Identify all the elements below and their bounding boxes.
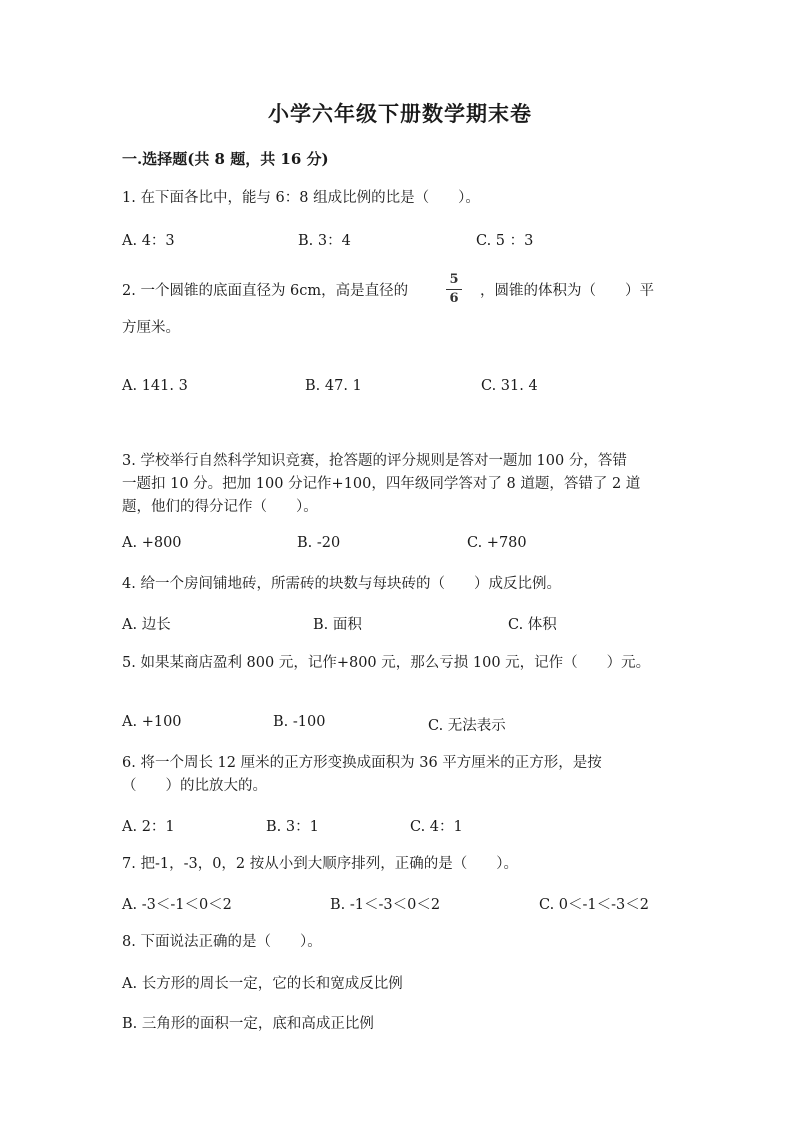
question-6-line2: （ ）的比放大的。 — [122, 778, 267, 794]
q3-option-b: B. -20 — [297, 535, 341, 551]
question-3-line1: 3. 学校举行自然科学知识竞赛，抢答题的评分规则是答对一题加 100 分，答错 — [122, 453, 627, 469]
question-2-line2: 方厘米。 — [122, 320, 180, 336]
question-2-continued: ，圆锥的体积为（ ）平 — [480, 283, 654, 299]
q4-option-c: C. 体积 — [508, 617, 557, 633]
q5-option-b: B. -100 — [273, 714, 326, 730]
question-2: 2. 一个圆锥的底面直径为 6cm，高是直径的 — [122, 283, 409, 299]
q2-option-a: A. 141. 3 — [122, 378, 188, 394]
q1-option-b: B. 3：4 — [298, 233, 351, 249]
fraction-numerator: 5 — [449, 272, 459, 287]
q6-option-c: C. 4：1 — [410, 819, 463, 835]
section-heading: 一.选择题(共 8 题，共 16 分) — [122, 150, 329, 168]
q4-option-a: A. 边长 — [122, 617, 171, 633]
question-3-line2: 一题扣 10 分。把加 100 分记作+100，四年级同学答对了 8 道题，答错了 2 道 — [122, 476, 641, 492]
question-3-line3: 题，他们的得分记作（ ）。 — [122, 499, 318, 515]
q5-option-a: A. +100 — [122, 714, 182, 730]
q2-option-c: C. 31. 4 — [481, 378, 538, 394]
q6-option-a: A. 2：1 — [122, 819, 175, 835]
q8-option-a: A. 长方形的周长一定，它的长和宽成反比例 — [122, 976, 403, 992]
q7-option-a: A. -3＜-1＜0＜2 — [122, 897, 232, 913]
q3-option-c: C. +780 — [467, 535, 527, 551]
question-5: 5. 如果某商店盈利 800 元，记作+800 元，那么亏损 100 元，记作（ ）元。 — [122, 655, 651, 671]
q1-option-a: A. 4：3 — [122, 233, 175, 249]
q2-option-b: B. 47. 1 — [305, 378, 362, 394]
fraction-denominator: 6 — [449, 291, 459, 306]
q7-option-b: B. -1＜-3＜0＜2 — [330, 897, 441, 913]
fraction-five-sixths — [444, 272, 464, 307]
question-4: 4. 给一个房间铺地砖，所需砖的块数与每块砖的（ ）成反比例。 — [122, 576, 561, 592]
question-7: 7. 把-1，-3，0，2 按从小到大顺序排列，正确的是（ ）。 — [122, 856, 519, 872]
q5-option-c: C. 无法表示 — [428, 718, 506, 734]
q3-option-a: A. +800 — [122, 535, 182, 551]
q6-option-b: B. 3：1 — [266, 819, 319, 835]
q7-option-c: C. 0＜-1＜-3＜2 — [539, 897, 649, 913]
question-8: 8. 下面说法正确的是（ ）。 — [122, 934, 322, 950]
q1-option-c: C. 5 ：3 — [476, 233, 534, 249]
page-title: 小学六年级下册数学期末卷 — [268, 101, 532, 126]
question-6-line1: 6. 将一个周长 12 厘米的正方形变换成面积为 36 平方厘米的正方形，是按 — [122, 755, 602, 771]
fraction-bar — [446, 289, 462, 290]
q8-option-b: B. 三角形的面积一定，底和高成正比例 — [122, 1016, 374, 1032]
question-1: 1. 在下面各比中，能与 6：8 组成比例的比是（ ）。 — [122, 190, 480, 206]
q4-option-b: B. 面积 — [313, 617, 362, 633]
